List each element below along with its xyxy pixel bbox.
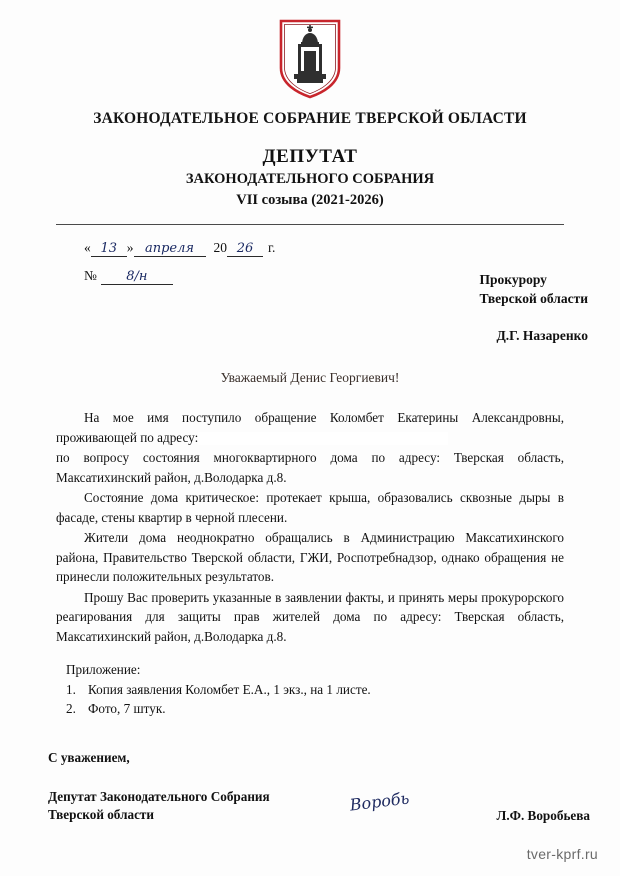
- date-row: [84, 240, 364, 260]
- watermark: tver-kprf.ru: [526, 846, 598, 862]
- number-value: 8/н: [101, 269, 173, 285]
- list-item-marker: 1.: [66, 682, 76, 697]
- convocation-line: VII созыва (2021-2026): [236, 192, 384, 208]
- attachments-title: Приложение:: [66, 662, 141, 677]
- addressee-line-1: Прокурору: [479, 272, 547, 287]
- role-title: ДЕПУТАТ: [262, 146, 358, 167]
- handwritten-signature: Воробь: [348, 788, 411, 815]
- organization-title: ЗАКОНОДАТЕЛЬНОЕ СОБРАНИЕ ТВЕРСКОЙ ОБЛАСТИ: [93, 110, 527, 127]
- addressee-name: Д.Г. Назаренко: [496, 328, 588, 343]
- list-item: [66, 680, 546, 699]
- signer-title-line-1: Депутат Законодательного Собрания: [48, 789, 270, 804]
- addressee-block: [479, 270, 588, 308]
- header-divider: [56, 224, 564, 225]
- list-item: [66, 699, 546, 718]
- number-row: [84, 268, 364, 288]
- year-unit: г.: [268, 240, 276, 255]
- signer-name: Л.Ф. Воробьева: [496, 808, 590, 823]
- body-paragraph-text: На мое имя поступило обращение Коломбет Екатерины Александровны, проживающей по адресу:: [56, 410, 564, 445]
- body-paragraph: по вопросу состояния многоквартирного дома по адресу: Тверская область, Максатихинский район, д.Володарка д.8.: [56, 450, 564, 485]
- list-item-text: Копия заявления Коломбет Е.А., 1 экз., на 1 листе.: [88, 682, 371, 697]
- signer-title: [48, 788, 270, 824]
- body-paragraph: Состояние дома критическое: протекает крыша, образовались сквозные дыры в фасаде, стены квартир в черной плесени.: [56, 490, 564, 525]
- year-suffix-value: 26: [227, 241, 263, 257]
- role-subtitle: ЗАКОНОДАТЕЛЬНОГО СОБРАНИЯ: [185, 171, 435, 187]
- coat-of-arms-icon: [278, 18, 342, 100]
- redacted-address: [198, 432, 448, 445]
- date-month-value: апреля: [134, 241, 206, 257]
- date-number-block: [84, 240, 364, 288]
- year-prefix: 20: [213, 240, 227, 255]
- list-item-marker: 2.: [66, 701, 76, 716]
- quote-close: »: [126, 240, 134, 255]
- list-item-text: Фото, 7 штук.: [88, 701, 166, 716]
- addressee-line-2: Тверской области: [479, 291, 588, 306]
- attachments-list: [66, 680, 546, 718]
- salutation: Уважаемый Денис Георгиевич!: [220, 370, 400, 385]
- body-paragraph: Прошу Вас проверить указанные в заявлении факты, и принять меры прокурорского реагирования для защиты прав жителей дома по адресу: Тверская область, Максатихинский район, д.Володарка д.8.: [56, 589, 564, 644]
- signer-title-line-2: Тверской области: [48, 807, 154, 822]
- document-header: [0, 110, 620, 209]
- number-label: №: [84, 268, 97, 283]
- document-body: [56, 408, 564, 647]
- quote-open: «: [84, 240, 91, 255]
- regards-line: С уважением,: [48, 750, 130, 765]
- body-paragraph: Жители дома неоднократно обращались в Администрацию Максатихинского района, Правительство Тверской области, ГЖИ, Роспотребнадзор, однако обращения не принесли положительных результатов.: [56, 530, 564, 584]
- date-day-value: 13: [91, 241, 127, 257]
- body-paragraph: [56, 408, 564, 447]
